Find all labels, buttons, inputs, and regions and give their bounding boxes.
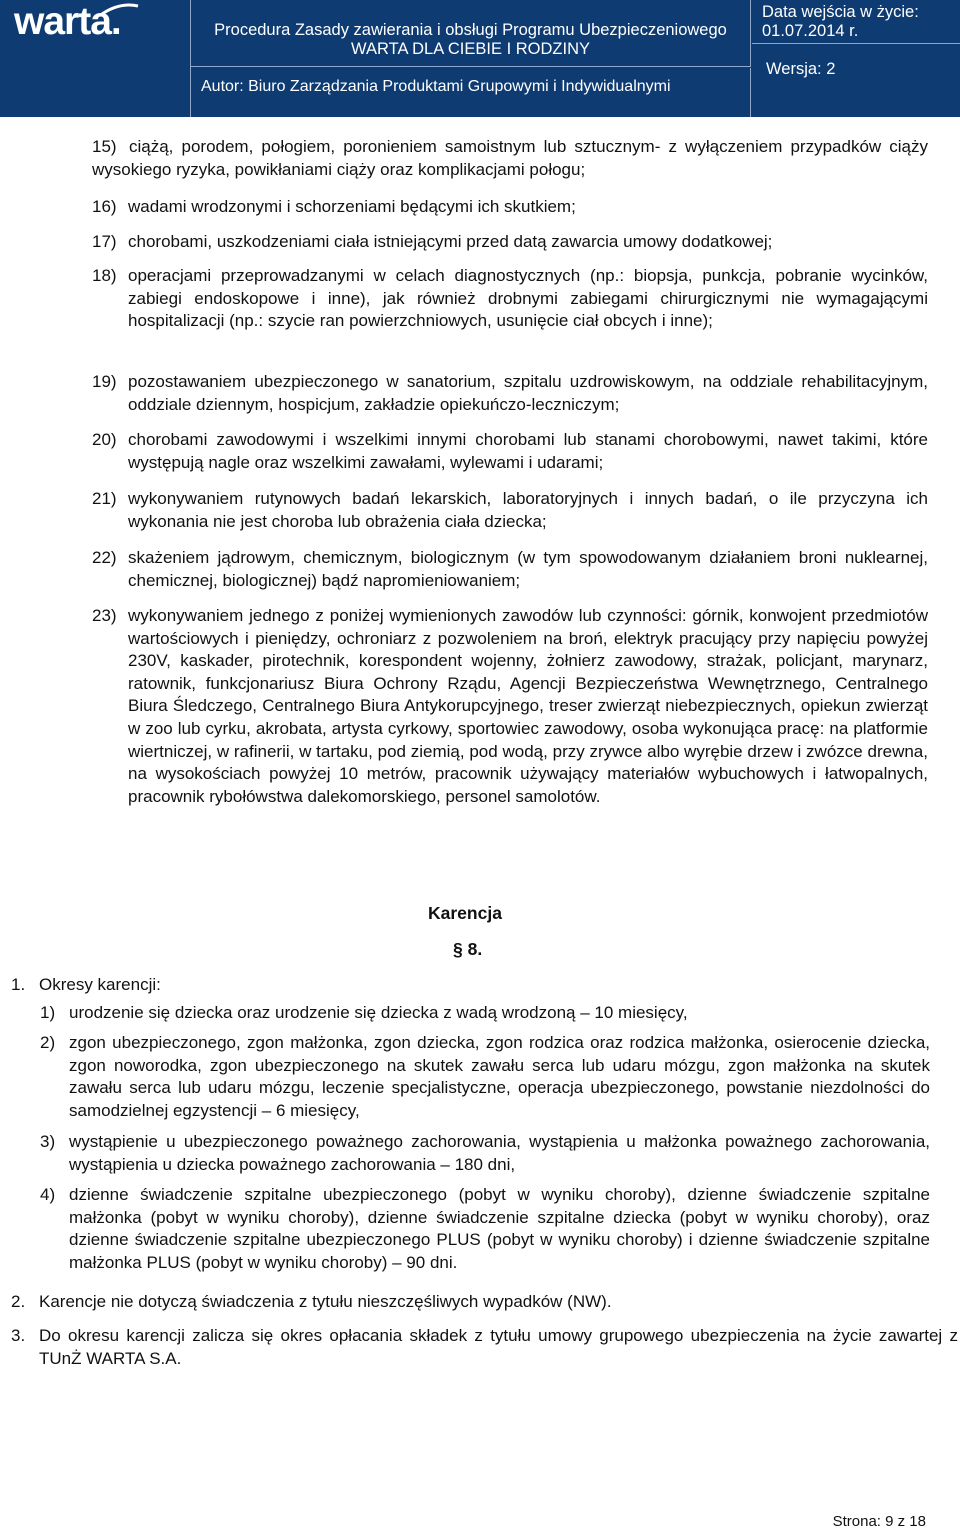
effective-date [752, 0, 960, 44]
logo-area [0, 0, 191, 117]
list-item: 16) wadami wrodzonymi i schorzeniami będącymi ich skutkiem; [92, 197, 576, 216]
page-number: Strona: 9 z 18 [832, 1513, 926, 1530]
document-header [0, 0, 960, 117]
title-line-2: WARTA DLA CIEBIE I RODZINY [351, 40, 590, 58]
list-item: 17) chorobami, uszkodzeniami ciała istniejącymi przed datą zawarcia umowy dodatkowej; [92, 232, 773, 251]
version: Wersja: 2 [766, 60, 836, 78]
procedure-title [191, 0, 751, 67]
numbered-point-2: 2. Karencje nie dotyczą świadczenia z tytułu nieszczęśliwych wypadków (NW). [11, 1292, 612, 1311]
author: Autor: Biuro Zarządzania Produktami Grupowymi i Indywidualnymi [191, 68, 751, 117]
date-label: Data wejścia w życie: [762, 3, 919, 21]
list-item: 19) pozostawaniem ubezpieczonego w sanatorium, szpitalu uzdrowiskowym, na oddziale rehabilitacyjnym, oddziale dziennym, hospicjum, zakładzie opiekuńczo-leczniczym; [92, 372, 928, 414]
section-title: Karencja [428, 903, 502, 923]
numbered-point-3: 3. Do okresu karencji zalicza się okres opłacania składek z tytułu umowy grupowego ubezpieczenia na życie zawartej z TUnŻ WARTA S.A. [11, 1326, 958, 1368]
list-item: 22) skażeniem jądrowym, chemicznym, biologicznym (w tym spowodowanym działaniem broni nuklearnej, chemicznej, biologicznej) bądź napromieniowaniem; [92, 548, 928, 590]
title-line-1: Procedura Zasady zawierania i obsługi Programu Ubezpieczeniowego [214, 21, 727, 39]
list-item: 15) ciążą, porodem, połogiem, poronieniem samoistnym lub sztucznym- z wyłączeniem przypadków ciąży wysokiego ryzyka, powikłaniami ciąży oraz komplikacjami połogu; [92, 137, 928, 179]
list-item: 2) zgon ubezpieczonego, zgon małżonka, zgon dziecka, zgon rodzica oraz rodzica małżonka, osierocenie dziecka, zgon noworodka, zgon ubezpieczonego na skutek zawału serca lub udaru mózgu, zgon małżonka na skutek zawału serca lub udaru mózgu, leczenie specjalistyczne, operacja ubezpieczonego, powstanie niezdolności do samodzielnej egzystencji – 6 miesięcy, [40, 1033, 930, 1120]
section-number: § 8. [453, 939, 483, 959]
list-item: 23) wykonywaniem jednego z poniżej wymienionych zawodów lub czynności: górnik, konwojent przedmiotów wartościowych i pieniędzy, ochroniarz z pozwoleniem na broń, elektryk pracujący przy napięciu powyżej 230V, kaskader, pirotechnik, korespondent wojenny, żołnierz zawodowy, strażak, policjant, marynarz, ratownik, funkcjonariusz Biura Ochrony Rządu, Agencji Bezpieczeństwa Wewnętrznego, Centralnego Biura Śledczego, Centralnego Biura Antykorupcyjnego, treser zwierząt niebezpiecznych, opiekun zwierząt w zoo lub cyrku, akrobata, artysta cyrkowy, sportowiec zawodowy, osoba wykonująca pracę: na platformie wiertniczej, w rafinerii, w tartaku, pod ziemią, pod wodą, przy zrywce albo wyrębie drzew i zwózce drewna, na wysokościach powyżej 10 metrów, pracownik używający materiałów wybuchowych i łatwopalnych, pracownik rybołówstwa dalekomorskiego, personel samolotów. [92, 606, 928, 806]
list-item: 21) wykonywaniem rutynowych badań lekarskich, laboratoryjnych i innych badań, o ile przyczyna ich wykonania nie jest choroba lub obrażenia ciała dziecka; [92, 489, 928, 531]
list-item: 18) operacjami przeprowadzanymi w celach diagnostycznych (np.: biopsja, punkcja, pobranie wycinków, zabiegi endoskopowe i inne), jak również drobnymi zabiegami chirurgicznymi nie wymagającymi hospitalizacji (np.: szycie ran powierzchniowych, usunięcie ciał obcych i inne); [92, 266, 928, 331]
date-value: 01.07.2014 r. [762, 22, 859, 40]
numbered-point-1: 1. Okresy karencji: [11, 975, 161, 994]
list-item: 3) wystąpienie u ubezpieczonego poważnego zachorowania, wystąpienia u małżonka poważnego zachorowania, wystąpienia u dziecka poważnego zachorowania – 180 dni, [40, 1132, 930, 1174]
logo-swoosh-icon [100, 2, 140, 16]
list-item: 1) urodzenie się dziecka oraz urodzenie się dziecka z wadą wrodzoną – 10 miesięcy, [40, 1003, 688, 1022]
warta-logo: warta. [14, 0, 121, 43]
list-item: 20) chorobami zawodowymi i wszelkimi innymi chorobami lub stanami chorobowymi, nawet takimi, które występują nagle oraz wszelkimi zawałami, wylewami i udarami; [92, 430, 928, 472]
list-item: 4) dzienne świadczenie szpitalne ubezpieczonego (pobyt w wyniku choroby), dzienne świadczenie szpitalne małżonka (pobyt w wyniku choroby), dzienne świadczenie szpitalne dziecka (pobyt w wyniku choroby), oraz dzienne świadczenie szpitalne ubezpieczonego PLUS (pobyt w wyniku choroby) i dzienne świadczenie szpitalne małżonka PLUS (pobyt w wyniku choroby) – 90 dni. [40, 1185, 930, 1272]
